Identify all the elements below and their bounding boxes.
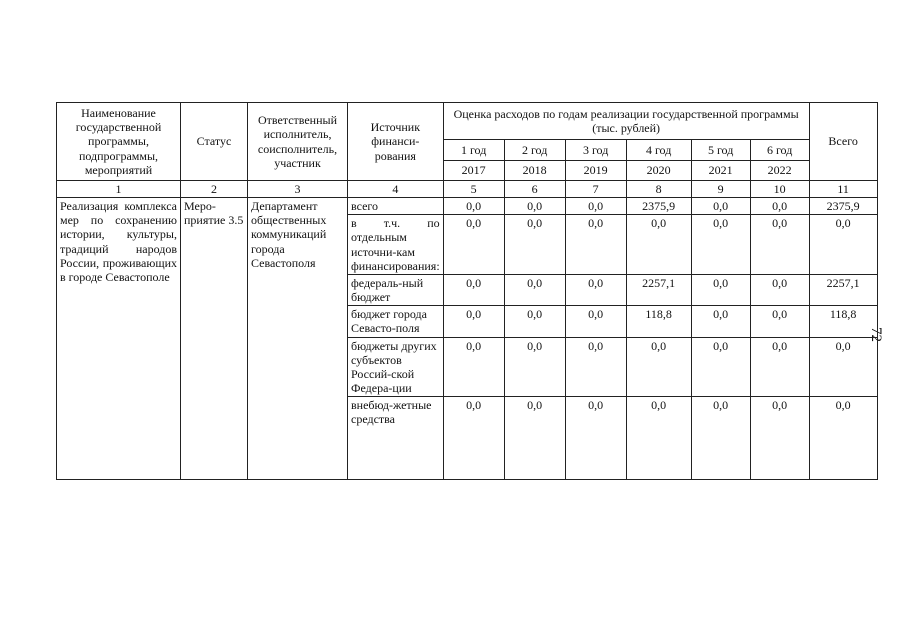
header-total: Всего	[809, 103, 877, 181]
value-cell: 0,0	[750, 215, 809, 275]
value-cell: 0,0	[504, 274, 565, 305]
header-responsible: Ответственный исполнитель, соисполнитель, участник	[248, 103, 348, 181]
value-cell: 0,0	[750, 306, 809, 337]
value-cell: 0,0	[691, 337, 750, 397]
value-cell: 0,0	[443, 274, 504, 305]
value-cell: 0,0	[565, 274, 626, 305]
value-cell: 0,0	[504, 215, 565, 275]
source-label: бюджеты других субъектов Россий-ской Федера-ции	[348, 337, 444, 397]
value-cell: 0,0	[691, 306, 750, 337]
value-cell: 0,0	[443, 397, 504, 480]
total-cell: 0,0	[809, 337, 877, 397]
value-cell: 0,0	[565, 337, 626, 397]
source-label: в т.ч. по отдельным источни-кам финансирования:	[348, 215, 444, 275]
value-cell: 0,0	[565, 198, 626, 215]
value-cell: 0,0	[626, 397, 691, 480]
value-cell: 0,0	[443, 198, 504, 215]
header-estimate: Оценка расходов по годам реализации государственной программы (тыс. рублей)	[443, 103, 809, 140]
value-cell: 0,0	[443, 337, 504, 397]
source-label: федераль-ный бюджет	[348, 274, 444, 305]
year-label: 6 год	[750, 140, 809, 160]
value-cell: 0,0	[691, 198, 750, 215]
year-label: 2 год	[504, 140, 565, 160]
column-number-row	[57, 181, 878, 198]
year-value: 2021	[691, 160, 750, 180]
value-cell: 0,0	[750, 337, 809, 397]
value-cell: 0,0	[504, 337, 565, 397]
value-cell: 0,0	[565, 397, 626, 480]
column-number: 9	[691, 181, 750, 198]
year-value: 2019	[565, 160, 626, 180]
column-number: 7	[565, 181, 626, 198]
column-number: 6	[504, 181, 565, 198]
total-cell: 0,0	[809, 397, 877, 480]
source-label: всего	[348, 198, 444, 215]
column-number: 5	[443, 181, 504, 198]
year-label: 5 год	[691, 140, 750, 160]
column-number: 1	[57, 181, 181, 198]
value-cell: 118,8	[626, 306, 691, 337]
value-cell: 0,0	[626, 337, 691, 397]
total-cell: 118,8	[809, 306, 877, 337]
column-number: 3	[248, 181, 348, 198]
value-cell: 0,0	[750, 397, 809, 480]
column-number: 10	[750, 181, 809, 198]
table-row	[57, 198, 878, 215]
column-number: 4	[348, 181, 444, 198]
value-cell: 0,0	[443, 215, 504, 275]
value-cell: 2375,9	[626, 198, 691, 215]
page-number: 72	[868, 327, 884, 342]
header-row-1	[57, 103, 878, 140]
value-cell: 2257,1	[626, 274, 691, 305]
year-value: 2022	[750, 160, 809, 180]
value-cell: 0,0	[691, 397, 750, 480]
source-label: внебюд-жетные средства	[348, 397, 444, 480]
header-source: Источник финанси-рования	[348, 103, 444, 181]
value-cell: 0,0	[443, 306, 504, 337]
total-cell: 0,0	[809, 215, 877, 275]
year-label: 3 год	[565, 140, 626, 160]
column-number: 2	[181, 181, 248, 198]
value-cell: 0,0	[691, 215, 750, 275]
column-number: 8	[626, 181, 691, 198]
source-label: бюджет города Севасто-поля	[348, 306, 444, 337]
total-cell: 2257,1	[809, 274, 877, 305]
year-value: 2018	[504, 160, 565, 180]
value-cell: 0,0	[626, 215, 691, 275]
value-cell: 0,0	[504, 306, 565, 337]
value-cell: 0,0	[504, 397, 565, 480]
total-cell: 2375,9	[809, 198, 877, 215]
value-cell: 0,0	[504, 198, 565, 215]
year-label: 4 год	[626, 140, 691, 160]
value-cell: 0,0	[750, 274, 809, 305]
year-value: 2020	[626, 160, 691, 180]
budget-table	[56, 102, 878, 480]
program-responsible: Департамент общественных коммуникаций города Севастополя	[248, 198, 348, 480]
value-cell: 0,0	[750, 198, 809, 215]
header-name: Наименование государственной программы, подпрограммы, мероприятий	[57, 103, 181, 181]
column-number: 11	[809, 181, 877, 198]
year-value: 2017	[443, 160, 504, 180]
value-cell: 0,0	[565, 306, 626, 337]
program-status: Меро-приятие 3.5	[181, 198, 248, 480]
value-cell: 0,0	[691, 274, 750, 305]
program-name: Реализация комплекса мер по сохранению истории, культуры, традиций народов России, проживающих в городе Севастополе	[57, 198, 181, 480]
header-status: Статус	[181, 103, 248, 181]
value-cell: 0,0	[565, 215, 626, 275]
year-label: 1 год	[443, 140, 504, 160]
